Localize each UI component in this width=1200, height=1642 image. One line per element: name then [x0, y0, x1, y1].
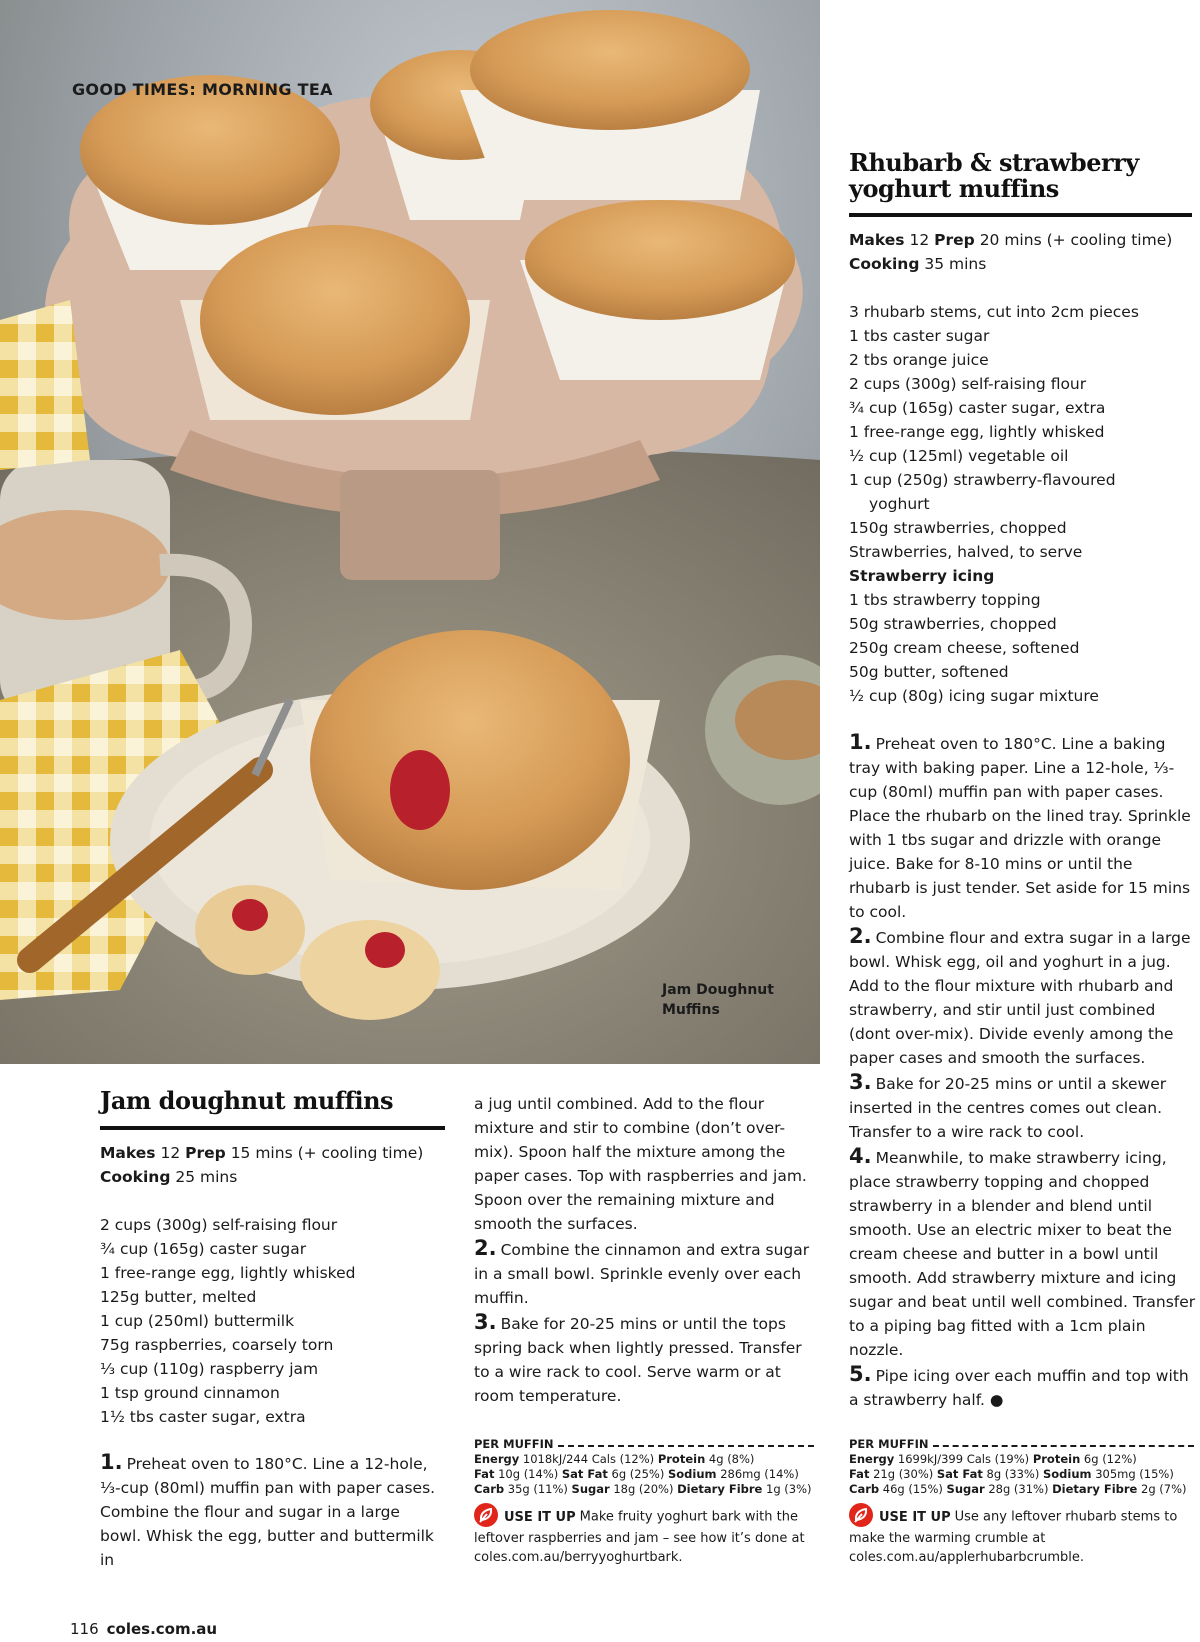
- satfat-value: 8g (33%): [986, 1467, 1040, 1481]
- fibre-value: 1g (3%): [766, 1482, 812, 1496]
- ingredient-item: 1½ tbs caster sugar, extra: [100, 1408, 306, 1426]
- ingredient-item: ⅓ cup (110g) raspberry jam: [100, 1360, 319, 1378]
- method-step: [849, 1362, 1197, 1412]
- nutrition-row: [849, 1482, 1194, 1497]
- jam-recipe-title: Jam doughnut muffins: [100, 1086, 394, 1115]
- leaf-icon: [849, 1503, 873, 1527]
- section-label: GOOD TIMES: MORNING TEA: [72, 80, 333, 99]
- ingredient-item: 2 cups (300g) self-raising flour: [849, 375, 1087, 393]
- step-number: 2.: [849, 924, 872, 948]
- prep-label: Prep: [185, 1144, 226, 1162]
- rhubarb-recipe-meta: [849, 228, 1194, 276]
- muffins-illustration: [0, 0, 820, 1064]
- leaf-icon: [474, 1503, 498, 1527]
- rhubarb-recipe-title: [849, 150, 1189, 202]
- dashed-rule: [558, 1445, 814, 1447]
- sodium-value: 305mg (15%): [1095, 1467, 1174, 1481]
- method-step: [849, 924, 1197, 1070]
- page-footer: [70, 1620, 217, 1638]
- sugar-value: 18g (20%): [613, 1482, 674, 1496]
- end-mark-icon: ●: [989, 1391, 1004, 1409]
- jam-recipe-meta: [100, 1141, 445, 1189]
- satfat-label: Sat Fat: [936, 1467, 983, 1481]
- title-divider: [100, 1126, 445, 1130]
- ingredient-item: 1 tsp ground cinnamon: [100, 1384, 280, 1402]
- ingredient-item: 150g strawberries, chopped: [849, 519, 1067, 537]
- nutrition-row: [474, 1467, 814, 1482]
- fat-label: Fat: [474, 1467, 495, 1481]
- step-text-continued: a jug until combined. Add to the flour mixture and stir to combine (don’t over-mix). Spoon half the mixture among the paper cases. Top with raspberries and jam. Spoon over the remaining mixture and smooth the surfaces.: [474, 1095, 807, 1233]
- jam-ingredients: [100, 1213, 445, 1429]
- ingredient-item: ¾ cup (165g) caster sugar: [100, 1240, 307, 1258]
- nutrition-row: [474, 1452, 814, 1467]
- ingredient-item: 2 cups (300g) self-raising flour: [100, 1216, 338, 1234]
- prep-value: 20 mins (+ cooling time): [979, 231, 1173, 249]
- energy-label: Energy: [849, 1452, 895, 1466]
- ingredient-item: 50g strawberries, chopped: [849, 615, 1057, 633]
- use-it-up-text: Use any leftover rhubarb stems to make the warming crumble at coles.com.au/applerhubarbcrumble.: [849, 1509, 1178, 1565]
- ingredient-item: ¾ cup (165g) caster sugar, extra: [849, 399, 1106, 417]
- step-number: 4.: [849, 1144, 872, 1168]
- page-number: 116: [70, 1620, 99, 1638]
- step-number: 1.: [849, 730, 872, 754]
- step-number: 3.: [474, 1310, 497, 1334]
- sugar-label: Sugar: [946, 1482, 985, 1496]
- step-text: Combine flour and extra sugar in a large bowl. Whisk egg, oil and yoghurt in a jug. Add to the flour mixture with rhubarb and strawberry, and stir until just combined (dont over-mix). Divide evenly among the paper cases and smooth the surfaces.: [849, 929, 1191, 1067]
- title-line: yoghurt muffins: [849, 174, 1059, 203]
- carb-label: Carb: [474, 1482, 505, 1496]
- ingredient-item: Strawberries, halved, to serve: [849, 543, 1083, 561]
- ingredient-item: 75g raspberries, coarsely torn: [100, 1336, 334, 1354]
- nutrition-row: [849, 1452, 1194, 1467]
- cooking-value: 25 mins: [175, 1168, 238, 1186]
- jam-nutrition: [474, 1437, 814, 1497]
- satfat-value: 6g (25%): [611, 1467, 665, 1481]
- ingredient-item: 3 rhubarb stems, cut into 2cm pieces: [849, 303, 1139, 321]
- fat-value: 21g (30%): [873, 1467, 934, 1481]
- use-it-up-label: USE IT UP: [879, 1509, 951, 1525]
- photo-caption: [662, 980, 774, 1020]
- makes-value: 12: [909, 231, 930, 249]
- cooking-label: Cooking: [849, 255, 920, 273]
- jam-method-part2: [474, 1092, 819, 1408]
- sodium-value: 286mg (14%): [720, 1467, 799, 1481]
- energy-value: 1018kJ/244 Cals (12%): [522, 1452, 655, 1466]
- nutrition-row: [474, 1482, 814, 1497]
- protein-label: Protein: [657, 1452, 706, 1466]
- carb-value: 46g (15%): [882, 1482, 943, 1496]
- step-text: Meanwhile, to make strawberry icing, place strawberry topping and chopped strawberry in a blender and blend until smooth. Use an electric mixer to beat the cream cheese and butter in a bowl until smooth. Add strawberry mixture and icing sugar and beat until well combined. Transfer to a piping bag fitted with a 1cm plain nozzle.: [849, 1149, 1196, 1359]
- protein-value: 4g (8%): [708, 1452, 755, 1466]
- sugar-label: Sugar: [571, 1482, 610, 1496]
- ingredient-item: yoghurt: [869, 495, 930, 513]
- ingredient-item: ½ cup (80g) icing sugar mixture: [849, 687, 1099, 705]
- cooking-label: Cooking: [100, 1168, 171, 1186]
- method-step: [100, 1450, 445, 1572]
- cooking-value: 35 mins: [924, 255, 987, 273]
- nutrition-row: [849, 1467, 1194, 1482]
- ingredient-item: 1 cup (250ml) buttermilk: [100, 1312, 295, 1330]
- step-text: Preheat oven to 180°C. Line a 12-hole, ⅓-cup (80ml) muffin pan with paper cases. Combine the flour and sugar in a large bowl. Whisk the egg, butter and buttermilk in: [100, 1455, 436, 1569]
- fibre-label: Dietary Fibre: [677, 1482, 763, 1496]
- use-it-up-text: Make fruity yoghurt bark with the leftover raspberries and jam – see how it’s done at coles.com.au/berryyoghurtbark.: [474, 1509, 805, 1565]
- method-step: [849, 730, 1197, 924]
- title-divider: [849, 213, 1192, 217]
- step-number: 1.: [100, 1450, 123, 1474]
- step-number: 2.: [474, 1236, 497, 1260]
- method-step: [849, 1144, 1197, 1362]
- protein-value: 6g (12%): [1083, 1452, 1137, 1466]
- step-text: Bake for 20-25 mins or until a skewer inserted in the centres comes out clean. Transfer to a wire rack to cool.: [849, 1075, 1167, 1141]
- prep-label: Prep: [934, 231, 975, 249]
- method-step: [849, 1070, 1197, 1144]
- photo-caption-line: Jam Doughnut: [662, 982, 774, 998]
- rhubarb-ingredients: [849, 300, 1194, 708]
- makes-label: Makes: [100, 1144, 156, 1162]
- carb-label: Carb: [849, 1482, 880, 1496]
- fat-value: 10g (14%): [498, 1467, 559, 1481]
- recipe-photo: [0, 0, 820, 1064]
- step-text: Combine the cinnamon and extra sugar in a small bowl. Sprinkle evenly over each muffin.: [474, 1241, 810, 1307]
- ingredient-item: 125g butter, melted: [100, 1288, 257, 1306]
- icing-subheading: Strawberry icing: [849, 567, 995, 585]
- title-line: Rhubarb & strawberry: [849, 148, 1139, 177]
- sodium-label: Sodium: [668, 1467, 717, 1481]
- protein-label: Protein: [1032, 1452, 1081, 1466]
- method-step: [474, 1236, 819, 1310]
- step-number: 3.: [849, 1070, 872, 1094]
- jam-method-part1: [100, 1450, 445, 1572]
- ingredient-item: 50g butter, softened: [849, 663, 1009, 681]
- carb-value: 35g (11%): [507, 1482, 568, 1496]
- satfat-label: Sat Fat: [561, 1467, 608, 1481]
- ingredient-item: ½ cup (125ml) vegetable oil: [849, 447, 1069, 465]
- nutrition-heading: PER MUFFIN: [849, 1437, 929, 1451]
- ingredient-item: 1 cup (250g) strawberry-flavoured: [849, 471, 1116, 489]
- step-text: Pipe icing over each muffin and top with a strawberry half.: [849, 1367, 1189, 1409]
- ingredient-item: 1 free-range egg, lightly whisked: [849, 423, 1105, 441]
- rhubarb-method: [849, 730, 1197, 1412]
- rhubarb-nutrition: [849, 1437, 1194, 1497]
- fibre-label: Dietary Fibre: [1052, 1482, 1138, 1496]
- energy-value: 1699kJ/399 Cals (19%): [897, 1452, 1030, 1466]
- ingredient-item: 1 tbs caster sugar: [849, 327, 990, 345]
- ingredient-item: 1 free-range egg, lightly whisked: [100, 1264, 356, 1282]
- energy-label: Energy: [474, 1452, 520, 1466]
- nutrition-heading: PER MUFFIN: [474, 1437, 554, 1451]
- sugar-value: 28g (31%): [988, 1482, 1049, 1496]
- fat-label: Fat: [849, 1467, 870, 1481]
- step-text: Bake for 20-25 mins or until the tops spring back when lightly pressed. Transfer to a wire rack to cool. Serve warm or at room temperature.: [474, 1315, 802, 1405]
- ingredient-item: 2 tbs orange juice: [849, 351, 989, 369]
- jam-use-it-up: [474, 1505, 819, 1567]
- step-text: Preheat oven to 180°C. Line a baking tray with baking paper. Line a 12-hole, ⅓-cup (80ml) muffin pan with paper cases. Place the rhubarb on the lined tray. Sprinkle with 1 tbs sugar and drizzle with orange juice. Bake for 8-10 mins or until the rhubarb is just tender. Set aside for 15 mins to cool.: [849, 735, 1191, 921]
- prep-value: 15 mins (+ cooling time): [230, 1144, 424, 1162]
- dashed-rule: [933, 1445, 1194, 1447]
- ingredient-item: 250g cream cheese, softened: [849, 639, 1080, 657]
- makes-label: Makes: [849, 231, 905, 249]
- step-number: 5.: [849, 1362, 872, 1386]
- fibre-value: 2g (7%): [1141, 1482, 1187, 1496]
- makes-value: 12: [160, 1144, 181, 1162]
- sodium-label: Sodium: [1043, 1467, 1092, 1481]
- rhubarb-use-it-up: [849, 1505, 1194, 1567]
- method-step: [474, 1310, 819, 1408]
- site-link[interactable]: coles.com.au: [106, 1620, 218, 1638]
- photo-caption-line: Muffins: [662, 1002, 720, 1018]
- use-it-up-label: USE IT UP: [504, 1509, 576, 1525]
- ingredient-item: 1 tbs strawberry topping: [849, 591, 1041, 609]
